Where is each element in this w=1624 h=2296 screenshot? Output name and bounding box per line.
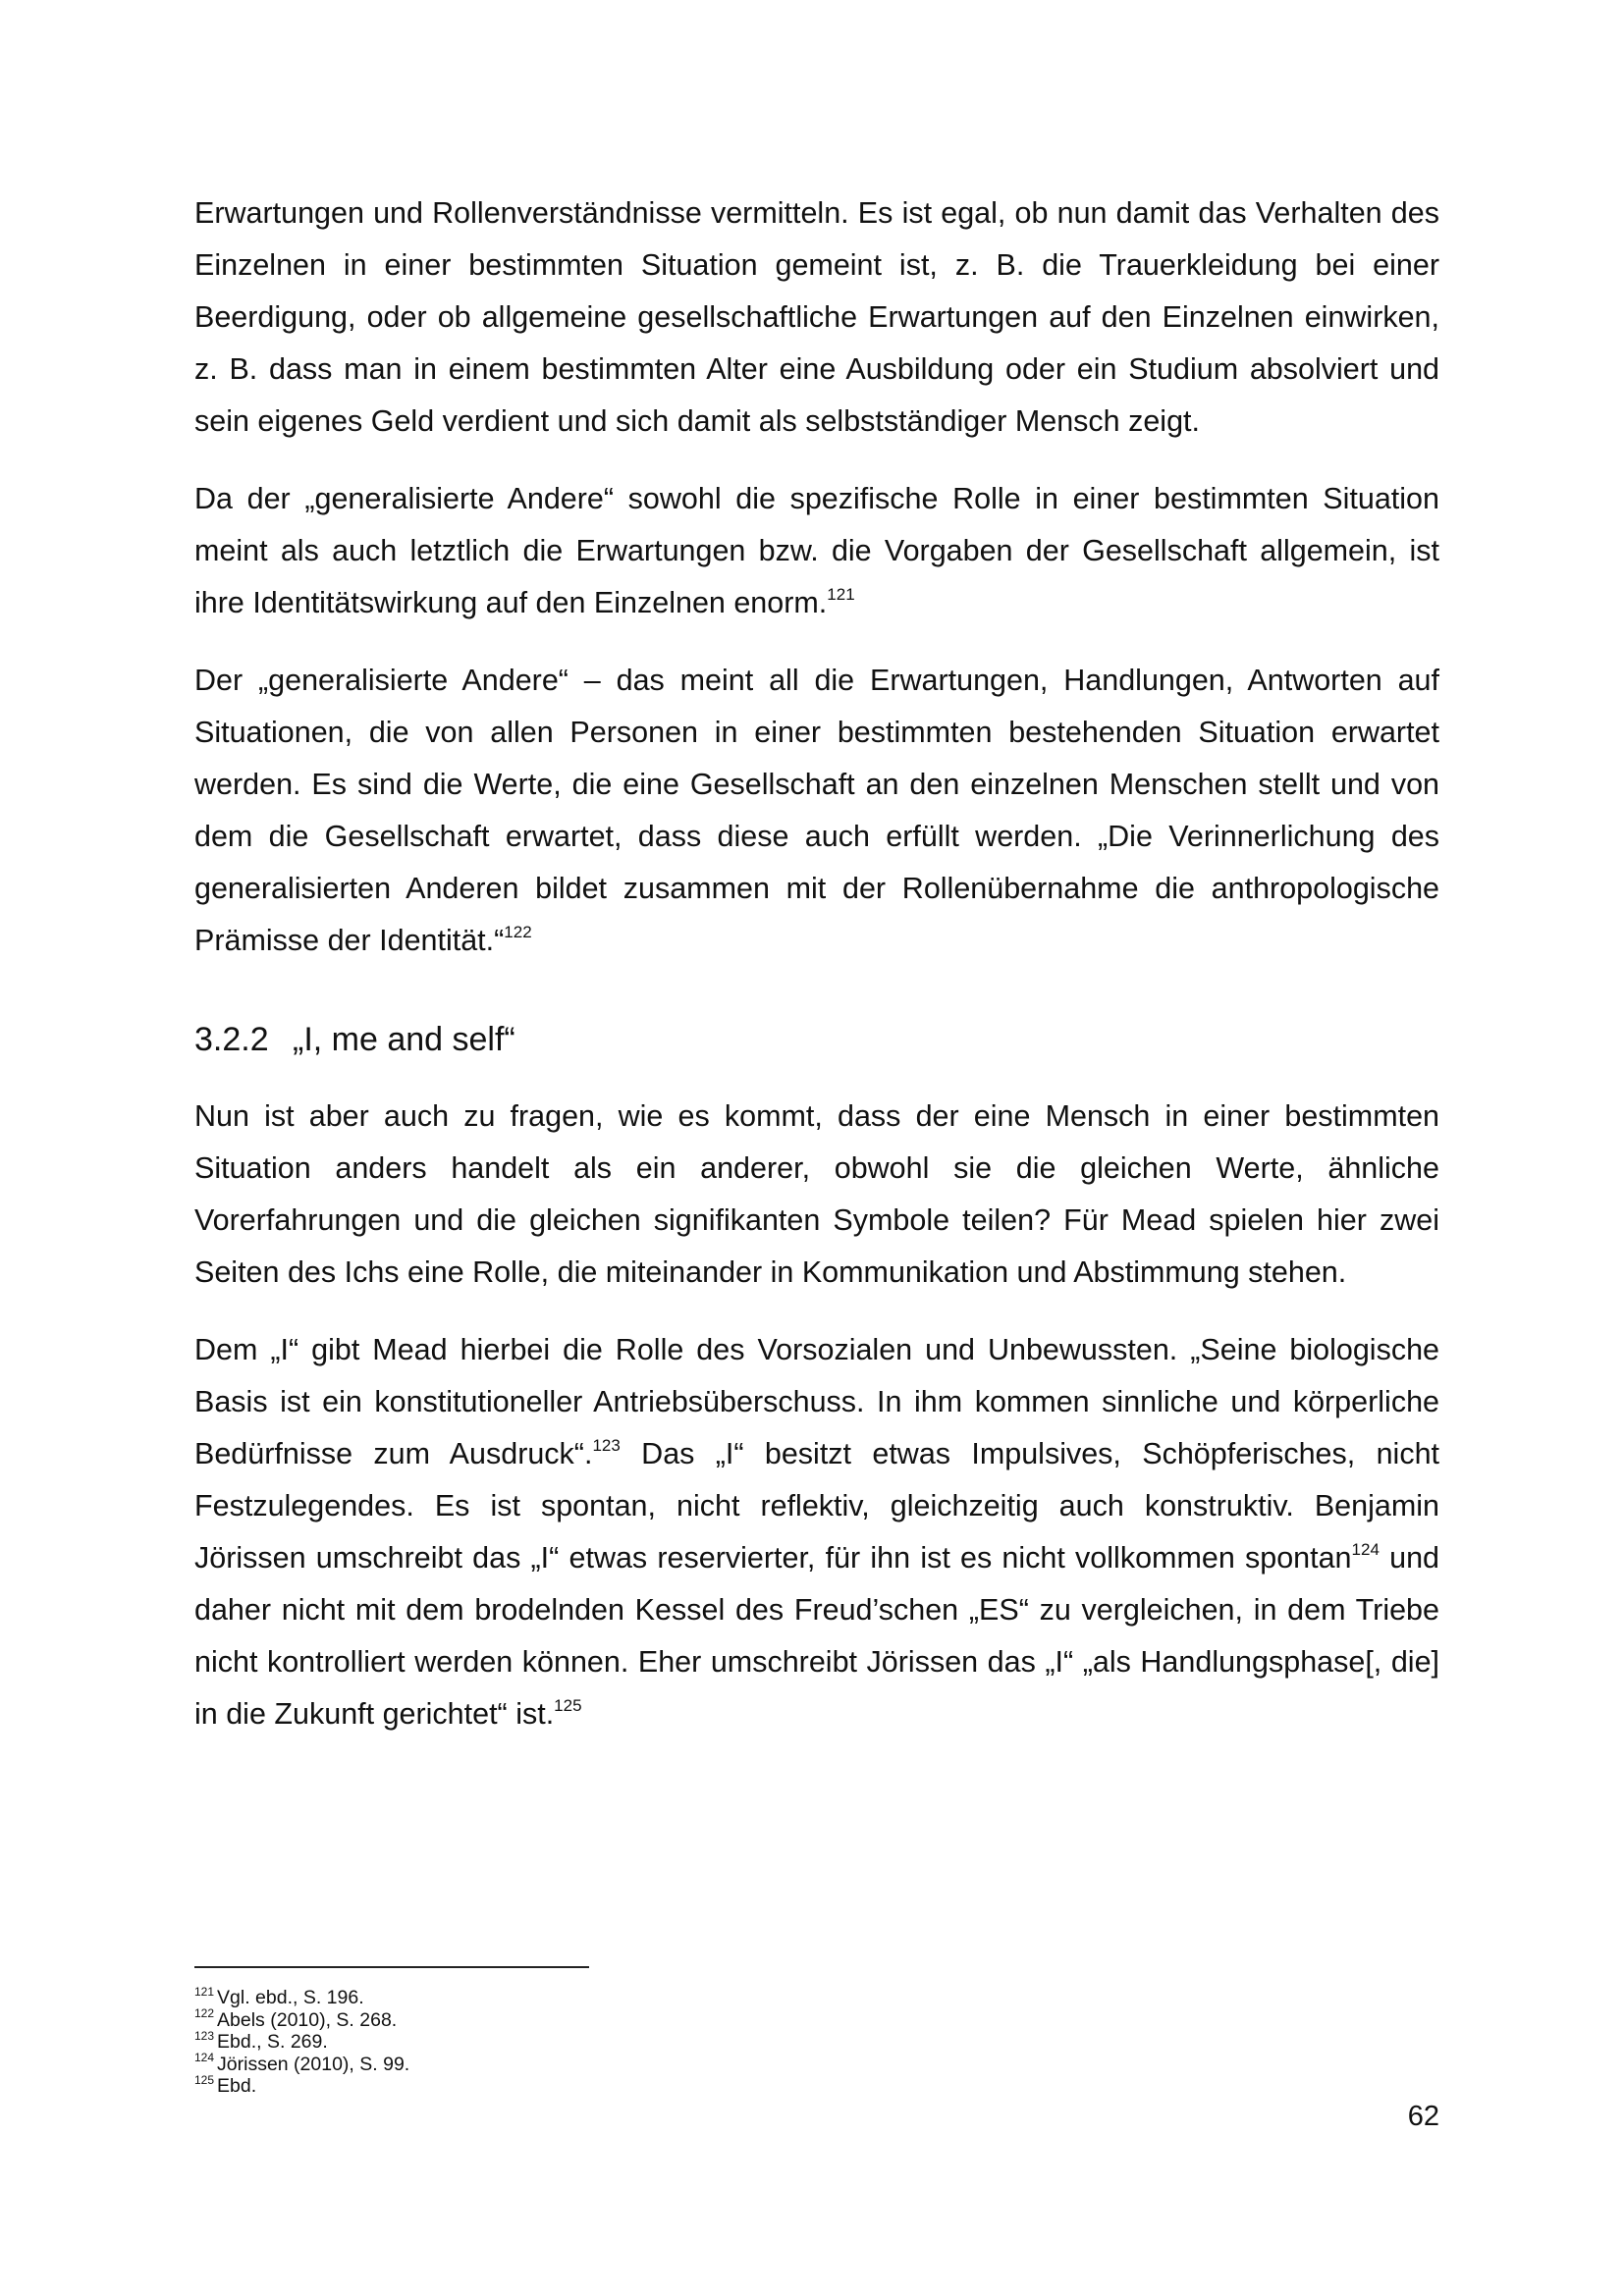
paragraph-1: Erwartungen und Rollenverständnisse vermitteln. Es ist egal, ob nun damit das Verhalten des Einzelnen in einer bestimmten Situation gemeint ist, z. B. die Trauerkleidung bei einer Beerdigung, oder ob allgemeine gesellschaftliche Erwartungen auf den Einzelnen einwirken, z. B. dass man in einem bestimmten Alter eine Ausbildung oder ein Studium absolviert und sein eigenes Geld verdient und sich damit als selbstständiger Mensch zeigt. — [194, 196, 1439, 438]
paragraph-5: Dem „I“ gibt Mead hierbei die Rolle des Vorsozialen und Unbewussten. „Seine biologische Basis ist ein konstitutioneller Antriebsüberschuss. In ihm kommen sinnliche und körperliche Bedürfnisse zum Ausdruck“.$^{123}$ Das „I“ besitzt etwas Impulsives, Schöpferisches, nicht Festzulegendes. Es ist spontan, nicht reflektiv, gleichzeitig auch konstruktiv. Benjamin Jörissen umschreibt das „I“ etwas reservierter, für ihn ist es nicht vollkommen spontan$^{124}$ und daher nicht mit dem brodelnden Kessel des Freud’schen „ES“ zu vergleichen, in dem Triebe nicht kontrolliert werden können. Eher umschreibt Jörissen das „I“ „als Handlungsphase[, die] in die Zukunft gerichtet“ ist.$^{125}$ — [194, 1333, 1440, 1731]
section-heading — [194, 1021, 515, 1059]
footnote-separator — [194, 1966, 589, 1968]
footnote-ref-124[interactable]: 124 — [1351, 1539, 1380, 1559]
section-title: „I, me and self“ — [293, 1021, 515, 1058]
footnotes — [194, 1984, 410, 2098]
footnote-ref-121[interactable]: 121 — [827, 584, 855, 604]
footnote-122: $^{122}$ Abels (2010), S. 268. — [194, 2006, 398, 2031]
footnote-ref-125[interactable]: 125 — [554, 1695, 582, 1715]
paragraph-3: Der „generalisierte Andere“ – das meint all die Erwartungen, Handlungen, Antworten auf Situationen, die von allen Personen in einer bestimmten bestehenden Situation erwartet werden. Es sind die Werte, die eine Gesellschaft an den einzelnen Menschen stellt und von dem die Gesellschaft erwartet, dass diese auch erfüllt werden. „Die Verinnerlichung des generalisierten Anderen bildet zusammen mit der Rollenübernahme die anthropologische Prämisse der Identität.“$^{122}$ — [194, 664, 1439, 957]
footnote-125: $^{125}$ Ebd. — [194, 2072, 257, 2097]
footnote-123: $^{123}$ Ebd., S. 269. — [194, 2028, 328, 2053]
paragraph-2: Da der „generalisierte Andere“ sowohl die spezifische Rolle in einer bestimmten Situation meint als auch letztlich die Erwartungen bzw. die Vorgaben der Gesellschaft allgemein, ist ihre Identitätswirkung auf den Einzelnen enorm.$^{121}$ — [194, 482, 1439, 619]
body-text-upper — [194, 187, 1439, 992]
footnote-ref-123[interactable]: 123 — [592, 1435, 621, 1455]
footnote-121: $^{121}$ Vgl. ebd., S. 196. — [194, 1984, 364, 2008]
paragraph-4: Nun ist aber auch zu fragen, wie es kommt, dass der eine Mensch in einer bestimmten Situation anders handelt als ein anderer, obwohl sie die gleichen Werte, ähnliche Vorerfahrungen und die gleichen signifikanten Symbole teilen? Für Mead spielen hier zwei Seiten des Ichs eine Rolle, die miteinander in Kommunikation und Abstimmung stehen. — [194, 1099, 1439, 1289]
footnote-124: $^{124}$ Jörissen (2010), S. 99. — [194, 2051, 410, 2075]
body-text-lower — [194, 1091, 1439, 1766]
footnote-ref-122[interactable]: 122 — [504, 922, 532, 941]
section-number: 3.2.2 — [194, 1021, 269, 1058]
page-number: 62 — [1407, 2101, 1439, 2132]
